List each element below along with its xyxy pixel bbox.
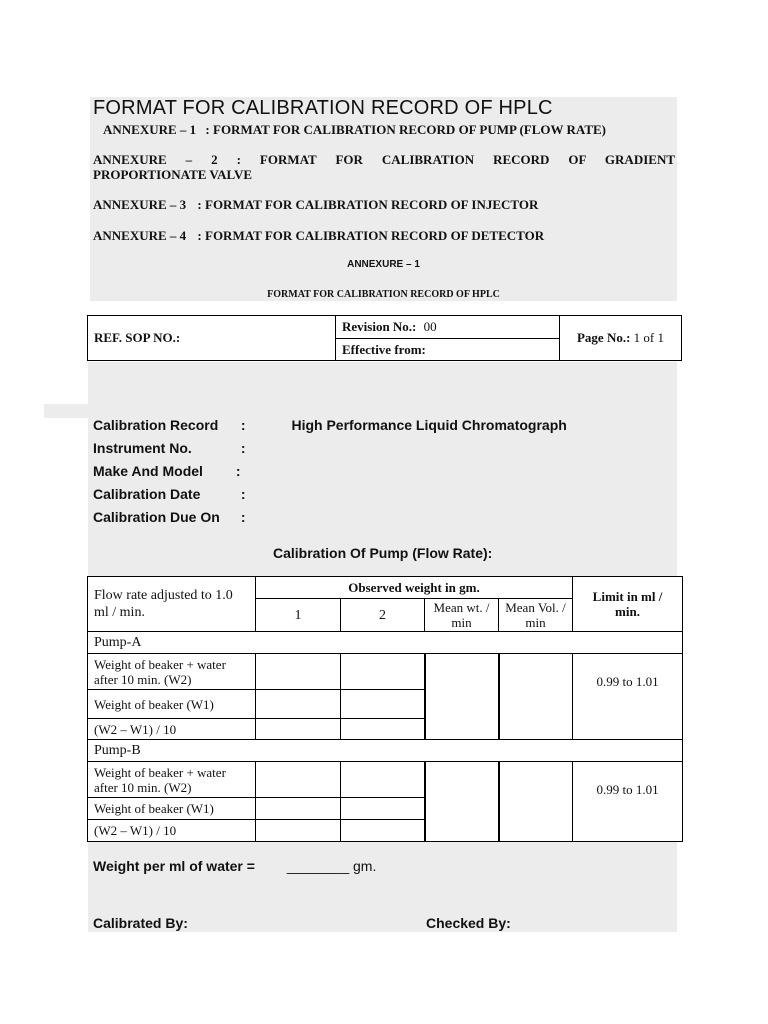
ref-sop-label: REF. SOP NO.: [94, 330, 181, 345]
field-label: Calibration Due On [93, 509, 220, 525]
field-label: Instrument No. [93, 440, 192, 456]
header-mean-vol: Mean Vol. / min [499, 599, 573, 632]
pump-b-label: Pump-B [88, 740, 683, 762]
field-value: High Performance Liquid Chromatograph [291, 417, 567, 433]
field-label: Calibration Date [93, 486, 201, 502]
field-calibration-date [93, 486, 246, 502]
annexure-2-line1: ANNEXURE – 2 : FORMAT FOR CALIBRATION RECORD OF GRADIENT [93, 152, 675, 167]
effective-label: Effective from: [342, 341, 426, 357]
pump-a-mean-vol[interactable] [499, 654, 573, 740]
pump-a-row-w1-label: Weight of beaker (W1) [88, 690, 256, 719]
field-label: Make And Model [93, 463, 203, 479]
pump-calibration-table [87, 576, 683, 842]
pump-b-row-w1-label: Weight of beaker (W1) [88, 798, 256, 820]
page-no-cell [560, 316, 682, 361]
header-col-1: 1 [256, 599, 341, 632]
annexure-3-text: : FORMAT FOR CALIBRATION RECORD OF INJECTOR [197, 197, 539, 212]
page-no-value: 1 of 1 [633, 330, 665, 345]
pump-a-label: Pump-A [88, 632, 683, 654]
field-colon: : [240, 417, 246, 433]
field-colon: : [240, 509, 246, 525]
pump-a-row-w2-label: Weight of beaker + water after 10 min. (W2) [88, 654, 256, 690]
pump-b-row-diff-label: (W2 – W1) / 10 [88, 820, 256, 842]
page-title: FORMAT FOR CALIBRATION RECORD OF HPLC [93, 97, 553, 119]
pump-b-w1-reading-1[interactable] [256, 798, 341, 820]
annexure-4-text: : FORMAT FOR CALIBRATION RECORD OF DETECTOR [197, 228, 545, 243]
pump-a-diff-reading-2[interactable] [341, 719, 425, 740]
sub-annexure-label: ANNEXURE – 1 [347, 259, 420, 270]
pump-a-w2-reading-2[interactable] [341, 654, 425, 690]
annexure-1-number: ANNEXURE – 1 [103, 122, 197, 137]
page-no-label: Page No.: [576, 330, 631, 345]
ref-sop-cell [88, 316, 336, 361]
field-colon: : [235, 463, 241, 479]
pump-a-w1-reading-2[interactable] [341, 690, 425, 719]
header-flow-rate: Flow rate adjusted to 1.0 ml / min. [88, 577, 256, 632]
revision-value: 00 [423, 319, 437, 334]
pump-b-row-w2-label: Weight of beaker + water after 10 min. (W2) [88, 762, 256, 798]
pump-a-diff-reading-1[interactable] [256, 719, 341, 740]
pump-section-title: Calibration Of Pump (Flow Rate): [273, 545, 493, 561]
checked-by-label: Checked By: [426, 915, 511, 931]
revision-cell [336, 316, 560, 339]
annexure-3-line [93, 197, 675, 213]
pump-b-w2-reading-2[interactable] [341, 762, 425, 798]
pump-b-diff-reading-2[interactable] [341, 820, 425, 842]
sub-title: FORMAT FOR CALIBRATION RECORD OF HPLC [267, 289, 500, 300]
revision-label: Revision No.: [342, 319, 417, 334]
field-calibration-record [93, 417, 567, 433]
pump-b-w1-reading-2[interactable] [341, 798, 425, 820]
annexure-4-number: ANNEXURE – 4 [93, 228, 187, 243]
header-observed-weight: Observed weight in gm. [256, 577, 573, 599]
header-col-2: 2 [341, 599, 425, 632]
header-mean-wt: Mean wt. / min [425, 599, 499, 632]
header-limit: Limit in ml / min. [573, 577, 683, 632]
pump-b-w2-reading-1[interactable] [256, 762, 341, 798]
pump-b-limit: 0.99 to 1.01 [573, 762, 683, 842]
annexure-4-line [93, 228, 675, 244]
weight-per-ml-line [93, 858, 376, 874]
field-colon: : [240, 486, 246, 502]
pump-b-mean-vol[interactable] [499, 762, 573, 842]
field-colon: : [240, 440, 246, 456]
annexure-2-line2: PROPORTIONATE VALVE [93, 167, 253, 182]
field-make-and-model [93, 463, 241, 479]
weight-per-ml-label: Weight per ml of water = [93, 858, 255, 874]
pump-a-row-diff-label: (W2 – W1) / 10 [88, 719, 256, 740]
field-label: Calibration Record [93, 417, 219, 433]
effective-cell [336, 339, 560, 361]
pump-a-w2-reading-1[interactable] [256, 654, 341, 690]
field-instrument-no [93, 440, 246, 456]
pump-b-mean-wt[interactable] [425, 762, 499, 842]
calibrated-by-label: Calibrated By: [93, 915, 188, 931]
pump-b-diff-reading-1[interactable] [256, 820, 341, 842]
annexure-1-text: : FORMAT FOR CALIBRATION RECORD OF PUMP (FLOW RATE) [205, 122, 607, 137]
ref-table [87, 315, 682, 361]
weight-per-ml-blank[interactable]: ________ [286, 858, 350, 874]
annexure-1-line [103, 122, 683, 138]
pump-a-mean-wt[interactable] [425, 654, 499, 740]
weight-per-ml-unit: gm. [353, 858, 377, 874]
field-calibration-due-on [93, 509, 246, 525]
pump-a-limit: 0.99 to 1.01 [573, 654, 683, 740]
side-gray-tab [44, 404, 90, 418]
pump-a-w1-reading-1[interactable] [256, 690, 341, 719]
annexure-3-number: ANNEXURE – 3 [93, 197, 187, 212]
